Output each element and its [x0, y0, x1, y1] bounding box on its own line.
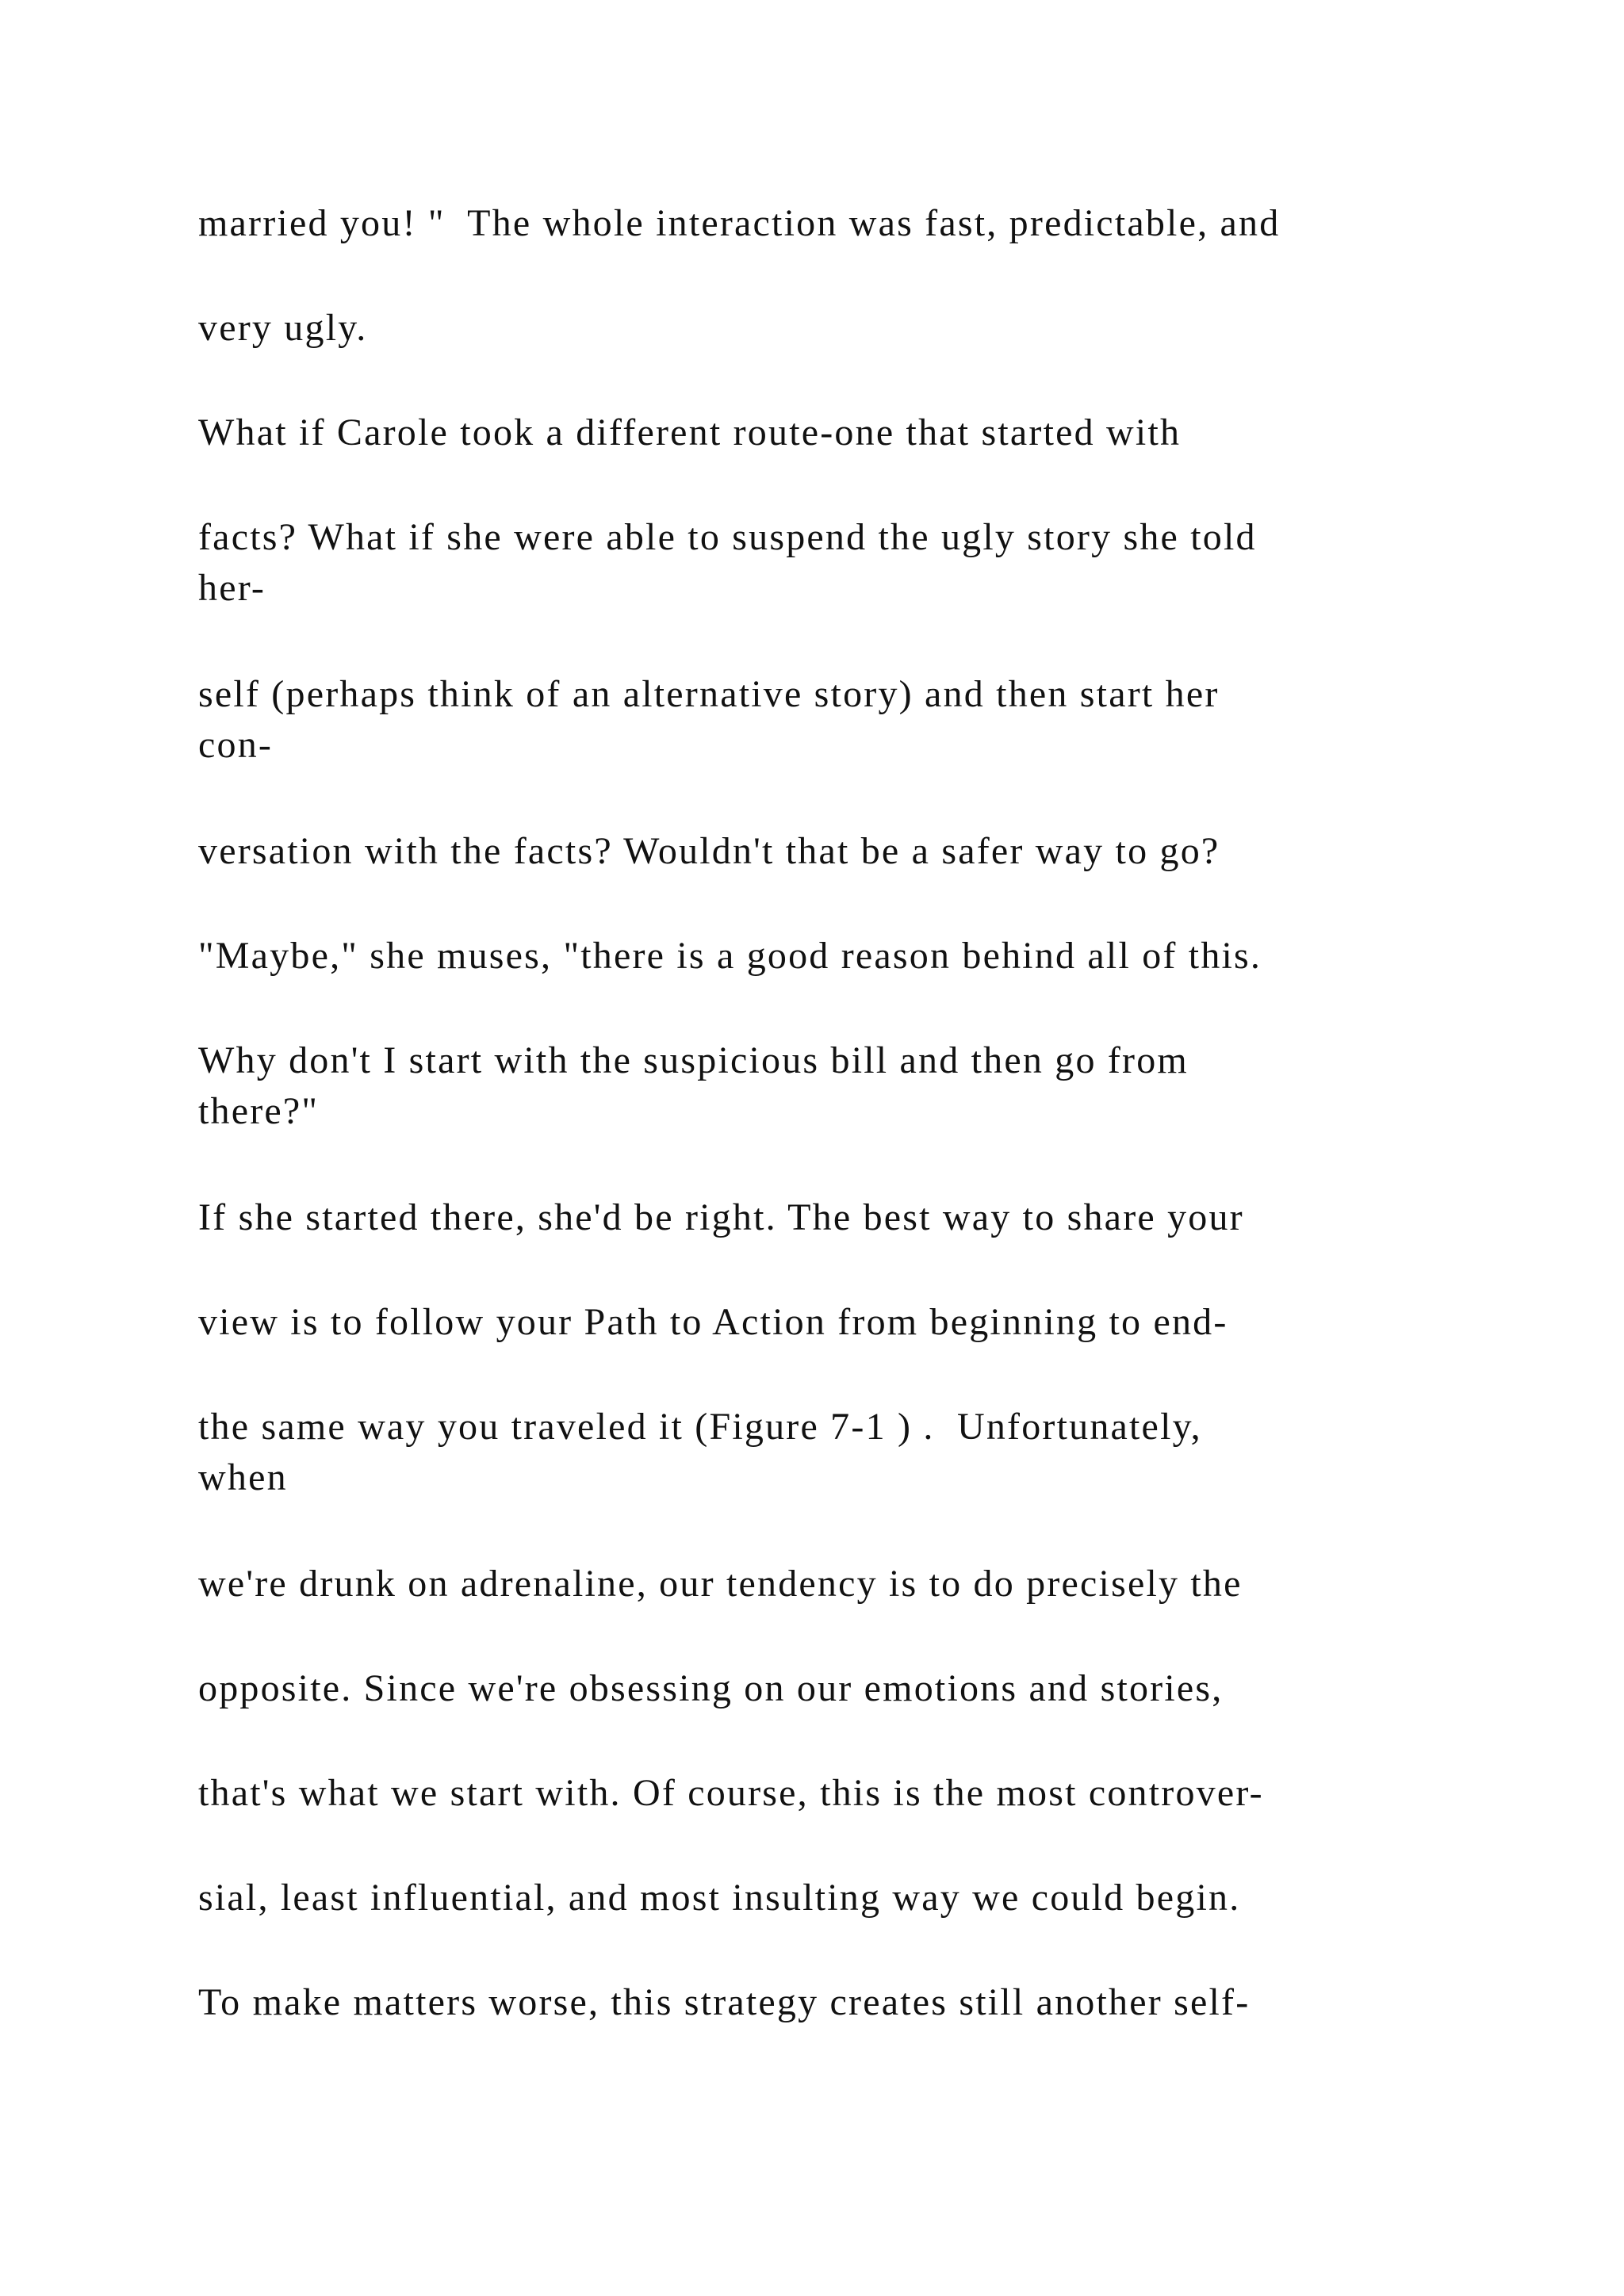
text-line-16: To make matters worse, this strategy creates still another self- — [198, 1981, 1251, 2023]
text-line-12: we're drunk on adrenaline, our tendency is to do precisely the — [198, 1563, 1243, 1605]
text-line-11: the same way you traveled it (Figure 7-1 ) . Unfortunately, when — [198, 1406, 1202, 1498]
text-line-6: versation with the facts? Wouldn't that be a safer way to go? — [198, 830, 1220, 872]
text-line-3: What if Carole took a different route-one that started with — [198, 411, 1182, 453]
text-line-7: "Maybe," she muses, "there is a good reason behind all of this. — [198, 935, 1262, 977]
text-line-9: If she started there, she'd be right. The best way to share your — [198, 1196, 1244, 1238]
text-line-14: that's what we start with. Of course, this is the most controver- — [198, 1772, 1264, 1814]
text-line-4: facts? What if she were able to suspend the ugly story she told her- — [198, 516, 1257, 609]
text-line-5: self (perhaps think of an alternative story) and then start her con- — [198, 673, 1220, 766]
text-line-8: Why don't I start with the suspicious bill and then go from there?" — [198, 1039, 1189, 1132]
text-line-15: sial, least influential, and most insulting way we could begin. — [198, 1877, 1241, 1919]
text-line-13: opposite. Since we're obsessing on our emotions and stories, — [198, 1667, 1224, 1709]
text-line-10: view is to follow your Path to Action from beginning to end- — [198, 1301, 1228, 1343]
text-line-2: very ugly. — [198, 307, 368, 349]
text-line-1: married you! " The whole interaction was fast, predictable, and — [198, 202, 1281, 244]
